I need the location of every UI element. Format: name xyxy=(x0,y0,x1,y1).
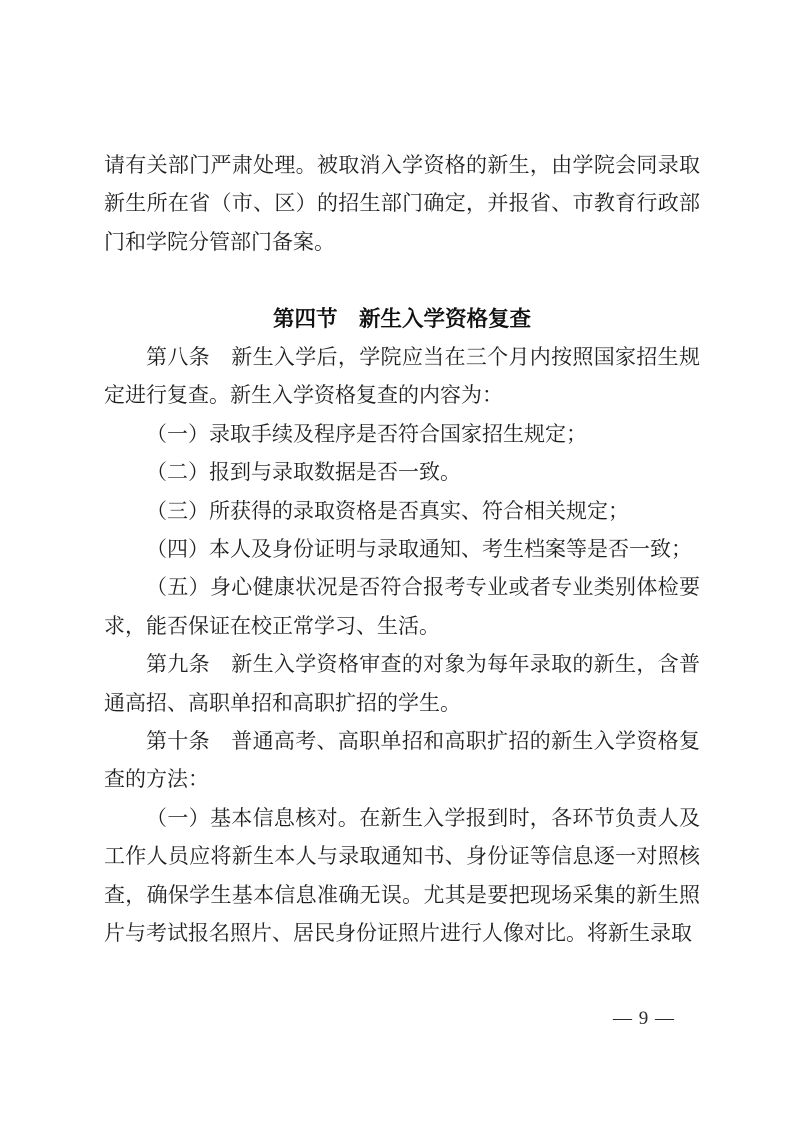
paragraph-article-8: 第八条 新生入学后，学院应当在三个月内按照国家招生规定进行复查。新生入学资格复查的内容为： xyxy=(104,345,700,408)
paragraph-article-10: 第十条 普通高考、高职单招和高职扩招的新生入学资格复查的方法： xyxy=(104,729,700,792)
list-item-4: （四）本人及身份证明与录取通知、考生档案等是否一致； xyxy=(146,537,692,562)
paragraph-continuation: 请有关部门严肃处理。被取消入学资格的新生，由学院会同录取新生所在省（市、区）的招生部门确定，并报省、市教育行政部门和学院分管部门备案。 xyxy=(104,153,700,254)
paragraph-article-9: 第九条 新生入学资格审查的对象为每年录取的新生，含普通高招、高职单招和高职扩招的学生。 xyxy=(104,652,700,715)
page-number: — 9 — xyxy=(613,1008,675,1029)
list-item-1: （一）录取手续及程序是否符合国家招生规定； xyxy=(146,421,587,446)
list-item-3: （三）所获得的录取资格是否真实、符合相关规定； xyxy=(146,498,629,523)
list-item-5: （五）身心健康状况是否符合报考专业或者专业类别体检要求，能否保证在校正常学习、生活。 xyxy=(104,575,700,638)
section-heading: 第四节 新生入学资格复查 xyxy=(272,306,531,331)
list-item-2: （二）报到与录取数据是否一致。 xyxy=(146,460,461,485)
paragraph-method-1: （一）基本信息核对。在新生入学报到时，各环节负责人及工作人员应将新生本人与录取通知书、身份证等信息逐一对照核查，确保学生基本信息准确无误。尤其是要把现场采集的新生照片与考试报名照片、居民身份证照片进行人像对比。将新生录取 xyxy=(104,805,700,946)
document-body xyxy=(104,146,700,953)
page-footer xyxy=(613,1008,675,1030)
